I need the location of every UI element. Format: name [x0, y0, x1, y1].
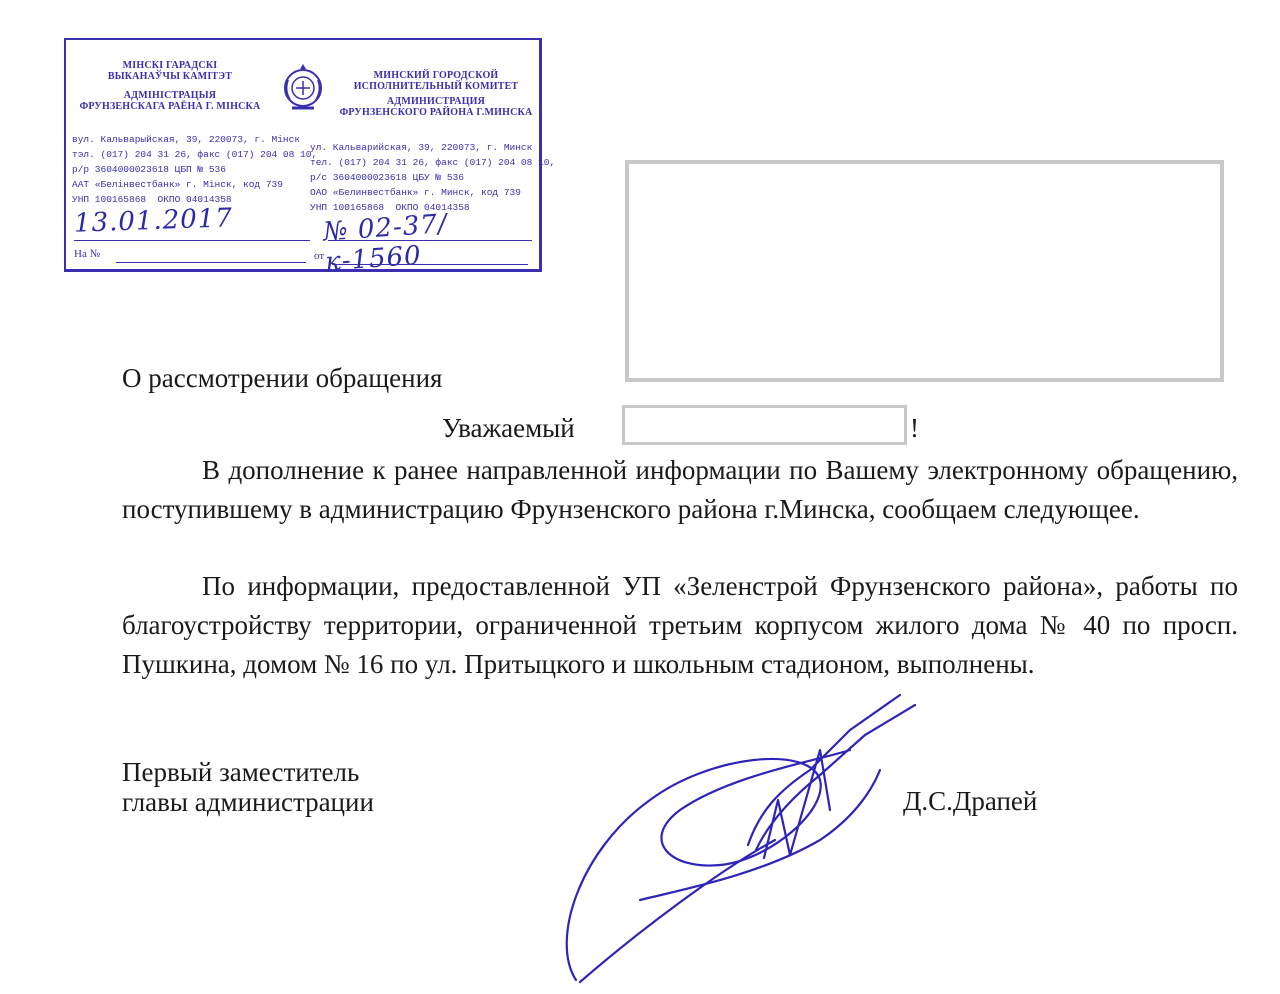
handwritten-outgoing-number: № 02-37/к-1560 — [322, 208, 449, 278]
stamp-na-label: На № — [74, 248, 101, 260]
letter-subject: О рассмотрении обращения — [122, 363, 443, 393]
signer-title — [122, 757, 374, 817]
greeting-exclamation: ! — [910, 413, 919, 443]
signer-title-line2: главы администрации — [122, 787, 374, 817]
number-underline — [328, 240, 532, 241]
stamp-russian-org — [328, 70, 544, 118]
date-underline — [74, 240, 310, 241]
stamp-ru-admin-line1: АДМИНИСТРАЦИЯ — [386, 96, 486, 107]
stamp-russian-address: ул. Кальварийская, 39, 220073, г. Минск тел. (017) 204 31 26, факс (017) 204 08 10, р/с 3604000023618 ЦБУ № 536 ОАО «Белинвестбанк» г. Минск, код 739 УНП 100165868 ОКПО 04014358 — [310, 142, 556, 213]
redacted-addressee-box — [625, 160, 1224, 382]
stamp-ru-org-line2: ИСПОЛНИТЕЛЬНЫЙ КОМИТЕТ — [353, 81, 519, 92]
paragraph-1: В дополнение к ранее направленной информации по Вашему электронному обращению, поступившему в администрацию Фрунзенского района г.Минска, сообщаем следующее. — [122, 455, 1238, 524]
state-emblem-icon — [278, 58, 328, 116]
organization-stamp — [64, 38, 556, 278]
stamp-ot-label: от — [314, 250, 325, 262]
stamp-bel-org-line1: МІНСКІ ГАРАДСКІ — [122, 60, 218, 71]
redacted-recipient-name — [622, 405, 907, 445]
stamp-bel-admin-line2: ФРУНЗЕНСКАГА РАЁНА Г. МІНСКА — [79, 101, 261, 112]
na-underline — [116, 262, 306, 263]
stamp-ru-admin-line2: ФРУНЗЕНСКОГО РАЙОНА Г.МИНСКА — [339, 107, 533, 118]
stamp-bel-admin-line1: АДМІНІСТРАЦЫЯ — [123, 90, 217, 101]
handwritten-signature — [520, 690, 980, 990]
stamp-belarusian-address: вул. Кальварыйская, 39, 220073, г. Мінск тэл. (017) 204 31 26, факс (017) 204 08 10, р/р 3604000023618 ЦБП № 536 ААТ «Белінвестбанк» г. Мінск, код 739 УНП 100165868 ОКПО 04014358 — [72, 134, 318, 205]
stamp-bel-org-line2: ВЫКАНАЎЧЫ КАМІТЭТ — [107, 71, 233, 82]
greeting: Уважаемый — [442, 413, 575, 443]
ot-underline — [332, 264, 528, 265]
signer-name: Д.С.Драпей — [903, 786, 1038, 816]
paragraph-2: По информации, предоставленной УП «Зеленстрой Фрунзенского района», работы по благоустройству территории, ограниченной третьим корпусом жилого дома № 40 по просп. Пушкина, домом № 16 по ул. Притыцкого и школьным стадионом, выполнены. — [122, 571, 1238, 679]
stamp-ru-org-line1: МИНСКИЙ ГОРОДСКОЙ — [373, 70, 499, 81]
handwritten-date: 13.01.2017 — [73, 203, 234, 239]
signer-title-line1: Первый заместитель — [122, 757, 360, 787]
stamp-belarusian-org — [70, 60, 270, 112]
